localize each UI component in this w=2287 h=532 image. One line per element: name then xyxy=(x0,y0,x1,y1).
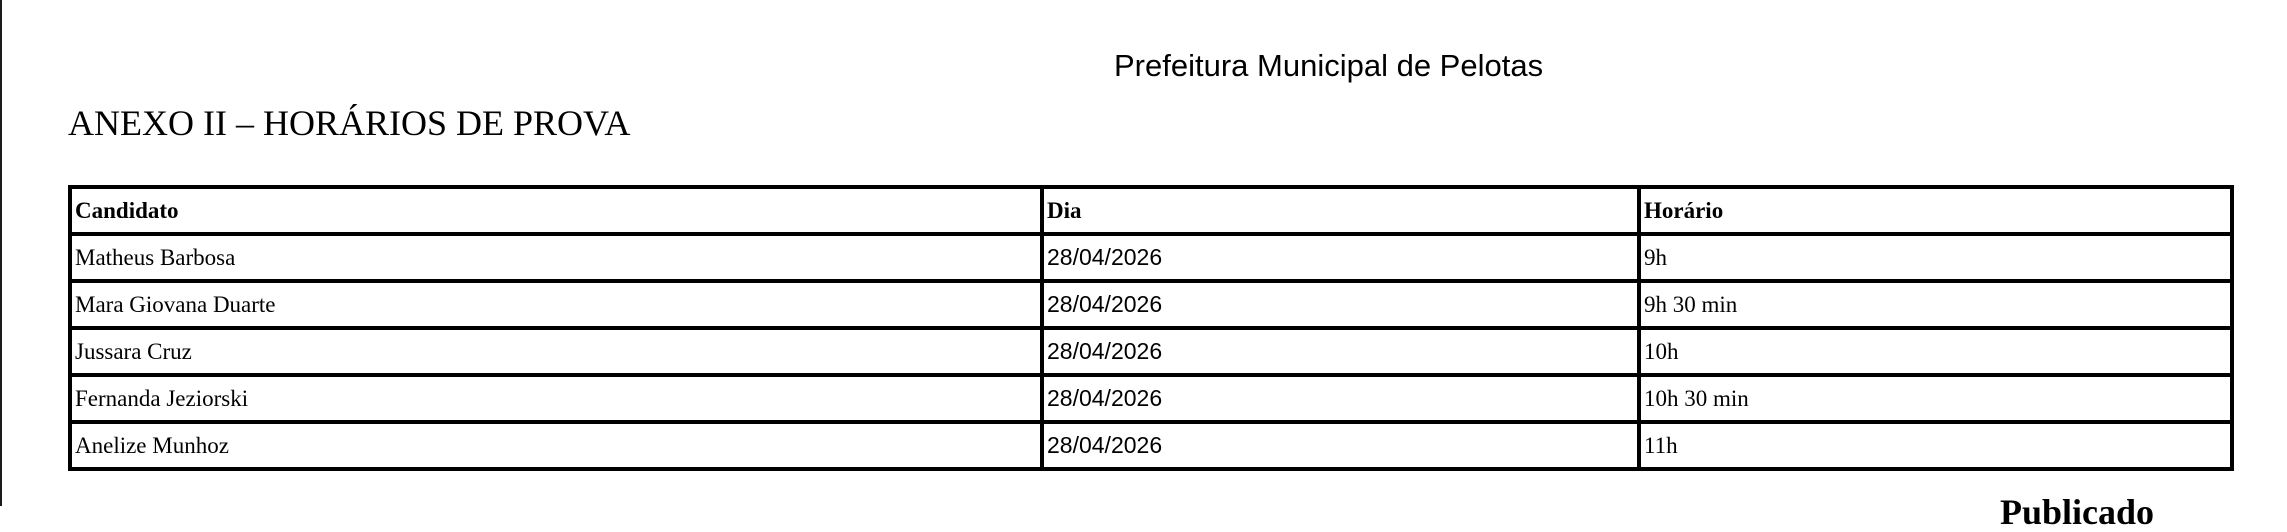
table-row xyxy=(70,422,2232,469)
table-row xyxy=(70,328,2232,375)
candidate-name: Mara Giovana Duarte xyxy=(70,281,1042,328)
exam-time: 9h xyxy=(1639,234,2232,281)
exam-schedule-table xyxy=(68,185,2234,471)
exam-day: 28/04/2026 xyxy=(1042,375,1639,422)
exam-time: 9h 30 min xyxy=(1639,281,2232,328)
table-row xyxy=(70,281,2232,328)
candidate-name: Fernanda Jeziorski xyxy=(70,375,1042,422)
exam-time: 10h xyxy=(1639,328,2232,375)
column-header-candidate: Candidato xyxy=(70,187,1042,234)
column-header-day: Dia xyxy=(1042,187,1639,234)
candidate-name: Matheus Barbosa xyxy=(70,234,1042,281)
published-caption: Publicado xyxy=(2000,492,2155,532)
exam-day: 28/04/2026 xyxy=(1042,234,1639,281)
table-row xyxy=(70,234,2232,281)
table-row xyxy=(70,375,2232,422)
exam-day: 28/04/2026 xyxy=(1042,422,1639,469)
exam-time: 10h 30 min xyxy=(1639,375,2232,422)
exam-time: 11h xyxy=(1639,422,2232,469)
candidate-name: Jussara Cruz xyxy=(70,328,1042,375)
page-left-border xyxy=(0,0,2,506)
table-header-row xyxy=(70,187,2232,234)
document-heading: ANEXO II – HORÁRIOS DE PROVA xyxy=(68,103,631,143)
candidate-name: Anelize Munhoz xyxy=(70,422,1042,469)
column-header-time: Horário xyxy=(1639,187,2232,234)
exam-day: 28/04/2026 xyxy=(1042,328,1639,375)
organization-title: Prefeitura Municipal de Pelotas xyxy=(1114,48,1544,83)
exam-day: 28/04/2026 xyxy=(1042,281,1639,328)
